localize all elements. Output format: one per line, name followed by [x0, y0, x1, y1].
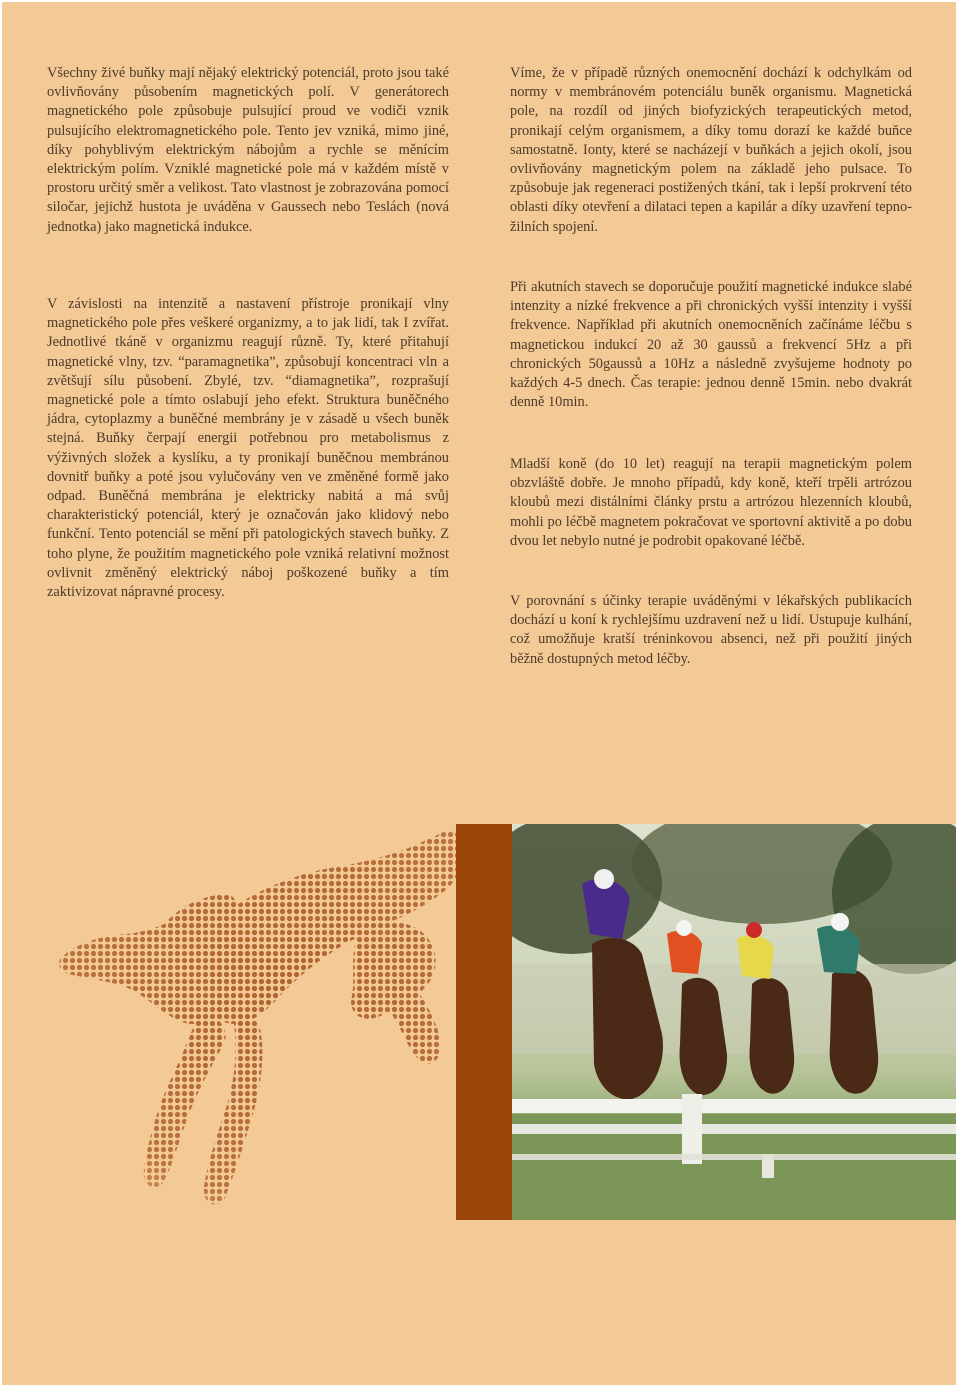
comparison-paragraph: V porovnání s účinky terapie uváděnými v lékařských publikacích dochází u koní k rychlejšímu uzdravení než u lidí. Ustupuje kulhání, což umožňuje kratší tréninkovou absenci, než při použití jiných běžně dostupných metod léčby.: [510, 593, 912, 667]
brochure-page: [2, 2, 956, 1385]
photo-frame: [456, 824, 956, 1220]
intro-paragraph: Všechny živé buňky mají nějaký elektrický potenciál, proto jsou také ovlivňovány působením magnetických polí. V generátorech magnetického pole způsobuje pulsující proud ve vodiči vznik pulsujícího elektromagnetického pole. Tento jev vzniká, mimo jiné, díky pohyblivým elektrickým nábojům a rychle se měnícím elektrickým polím. Vzniklé magnetické pole má v každém místě v prostoru určitý směr a velikost. Tato vlastnost je zobrazována pomocí siločar, jejichž hustota je uváděna v Gaussech nebo Teslách (nová jednotka) jako magnetická indukce.: [47, 65, 449, 235]
dosage-paragraph: Při akutních stavech se doporučuje použití magnetické indukce slabé intenzity a nízké frekvence a při chronických vyšší intenzity i vyšší frekvence. Například při akutních onemocněních začínáme léčbu s magnetickou indukcí 20 až 30 gaussů a frekvencí 5Hz a při chronických 50gaussů a 10Hz a následně zvyšujeme hodnoty po každých 4-5 dnech. Čas terapie: jednou denně 15min. nebo dvakrát denně 10min.: [510, 279, 912, 411]
membrane-potential-paragraph: Víme, že v případě různých onemocnění dochází k odchylkám od normy v membránovém potenciálu buněk organismu. Magnetická pole, na rozdíl od jiných biofyzických terapeutických metod, pronikají celým organismem, a díky tomu dorazí ke každé buňce samostatně. Ionty, které se nacházejí v buňkách a jejich okolí, jsou ovlivňovány magnetickým polem na základě jeho pulsace. To způsobuje jak regeneraci postižených tkání, tak i lepší prokrvení této oblasti díky otevření a dilataci tepen a kapilár a díky uzavření tepno-žilních spojení.: [510, 65, 912, 235]
halftone-horse-illustration: [48, 824, 482, 1226]
steeplechase-photo: [512, 824, 956, 1220]
tissue-response-paragraph: V závislosti na intenzitě a nastavení přístroje pronikají vlny magnetického pole přes veškeré organizmy, a to jak lidí, tak I zvířat. Jednotlivé tkáně v organizmu reagují různě. Ty, které přitahují magnetické vlny, tzv. “paramagnetika”, způsobují koncentraci vln a zvětšují sílu působení. Zbylé, tzv. “diamagnetika”, rozprašují magnetické pole a tímto oslabují jeho efekt. Struktura buněčného jádra, cytoplazmy a buněčné membrány je v zásadě u všech buněk stejná. Buňky čerpají energii potřebnou pro metabolismus z výživných složek a kyslíku, a ty pronikají buněčnou membránou dovnitř buňky a poté jsou vylučovány ven ve změněné formě jako odpad. Buněčná membrána je elektricky nabitá a má svůj charakteristický potenciál, který je označován jako klidový nebo funkční. Tento potenciál se mění při patologických stavech buňky. Z toho plyne, že použitím magnetického pole vzniká relativní možnost ovlivnit změněný elektrický náboj poškozené buňky a tím zaktivizovat nápravné procesy.: [47, 296, 449, 601]
young-horses-paragraph: Mladší koně (do 10 let) reagují na terapii magnetickým polem obzvláště dobře. Je mnoho případů, kdy koně, kteří trpěli artrózou kloubů mezi distálními články prstu a artrózou hlezenních kloubů, mohli po léčbě magnetem pokračovat ve sportovní aktivitě a po dobu dvou let nebylo nutné je podrobit opakované léčbě.: [510, 456, 912, 549]
